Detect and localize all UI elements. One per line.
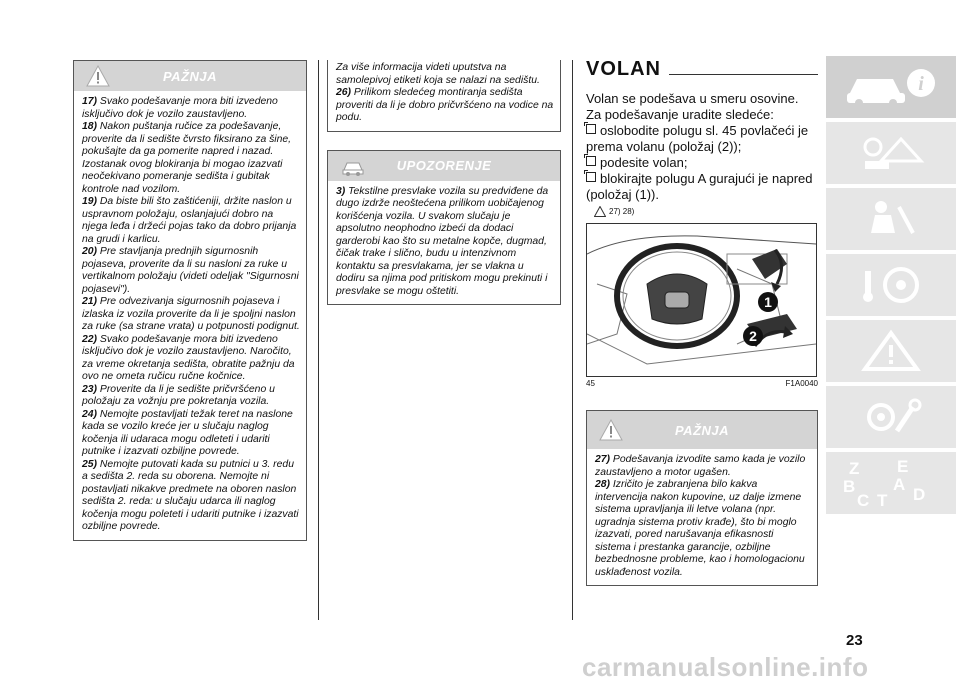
item-number: 20) [82,246,100,257]
warning-item [595,479,811,579]
caution-body [328,181,560,305]
tab-index[interactable] [826,452,956,514]
item-text: Izričito je zabranjena bilo kakva intervencija nakon kupovine, uz dalje izmene sistema upravljanja ili letve volana (npr. ugradnja sistema protiv krađe), što bi moglo izazvati, pored narušavanja efikasnosti sistema i prestanka garancije, ozbiljne bezbednosne probleme, kao i homologacionu usklađenost vozila. [595,479,805,578]
seat-airbag-icon [851,197,931,241]
warning-title-2: PAŽNJA [674,422,730,438]
warning-item [82,459,300,534]
car-caution-icon [340,155,366,177]
index-letter: B [843,477,856,496]
steering-figure [586,223,817,377]
steering-section [586,58,818,586]
tab-car-info[interactable] [826,56,956,118]
steering-key-icon [851,263,931,307]
item-text: Nemojte postavljati težak teret na naslone kada se vozilo kreće jer u slučaju naglog kočenja ili udaraca mogu odleteti i udariti putnike i izazvati ozbiljne povrede. [82,408,293,457]
index-letter: C [857,491,870,510]
column-divider [318,60,319,620]
item-text: Tekstilne presvlake vozila su predviđene da dugo izdrže neoštećena prilikom uobičajenog korišćenja vozila. U svakom slučaju je apsolutno neophodno izbeći da dodaci garderobi kao što su metalne kopče, dugmad, čičak trake i slično, budu u intenzivnom kontaktu sa presvlakama, jer se vlakna u dodiru sa njima pod pritiskom mogu prekinuti i presvlake se mogu oštetiti. [336,185,549,297]
warning-item [82,296,300,334]
item-number: 25) [82,458,100,470]
warning-item [82,96,300,121]
index-letter: E [897,457,909,476]
warning-item [336,87,554,125]
item-text: Da biste bili što zaštićeniji, držite naslon u uspravnom položaju, oslanjajući dobro na njega leđa i držeći pojas tako da dobro prijanja na grudi i karlicu. [82,196,297,245]
figure-code: F1A0040 [785,379,818,388]
item-text: Pre odvezivanja sigurnosnih pojaseva i izlaska iz vozila proverite da li je spoljni naslon za ruke (sa strane vrata) u potpunosti podignut. [82,296,300,332]
bullet-icon [586,172,596,182]
warning-triangle-icon [86,65,110,87]
warning-triangle-icon [851,329,931,373]
step-3: blokirajte polugu A gurajući je napred (položaj (1)). [586,171,813,202]
warning-continued-body [328,60,560,131]
warning-item [82,384,300,409]
warning-item [336,62,554,87]
warning-item [82,334,300,384]
item-number: 26) [336,87,354,98]
item-text: Pre stavljanja prednjih sigurnosnih pojaseva, proverite da li su nasloni za ruke u vertikalnom položaju (videti odeljak "Sigurnosni pojasevi"). [82,246,299,295]
index-letters-icon [841,457,941,509]
tab-warning-lights[interactable] [826,122,956,184]
column-divider-2 [572,60,573,620]
step-2: podesite volan; [586,155,818,171]
warning-lights-icon [851,131,931,175]
item-text: Za više informacija videti uputstva na samolepivoj etiketi koja se nalazi na sedištu. [336,62,540,86]
caution-title: UPOZORENJE [396,158,492,173]
warning-item [82,196,300,246]
page-number: 23 [846,632,863,649]
warning-header [74,61,306,91]
callout-1: 1 [764,294,772,310]
gear-wrench-icon [851,395,931,439]
warning-item [336,186,554,299]
warning-box-steering [586,410,818,586]
warning-box-seats [73,60,307,541]
index-letter: A [893,475,906,494]
index-letter: T [877,491,888,510]
warning-header-2 [587,411,817,449]
warning-item [595,454,811,479]
bullet-icon [586,156,596,166]
callout-2: 2 [749,328,757,344]
chapter-tabs [826,56,956,518]
tab-steering-key[interactable] [826,254,956,316]
warning-small-icon [594,206,606,217]
item-number: 23) [82,383,100,395]
item-number: 3) [336,185,349,197]
warning-refs: 27) 28) [609,207,635,216]
item-number: 21) [82,296,100,307]
car-info-icon [841,65,941,109]
item-text: Proverite da li je sedište pričvršćeno u položaju za vožnju pre pokretanja vozila. [82,383,275,407]
item-number: 17) [82,96,100,107]
caution-header [328,151,560,181]
intro-line-1: Volan se podešava u smeru osovine. [586,91,799,106]
figure-number: 45 [586,379,595,388]
item-number: 28) [595,479,613,490]
warning-triangle-icon [599,419,623,441]
item-text: Podešavanja izvodite samo kada je vozilo zaustavljeno a motor ugašen. [595,454,806,478]
item-text: Nakon puštanja ručice za podešavanje, proverite da li sedište čvrsto fiksirano za šine, pokušajte da ga pomerite napred i nazad. Izostanak ovog blokiranja bi mogao izazvati neočekivano pomeranje sedišta i gubitak kontrole nad vozilom. [82,121,292,195]
item-number: 24) [82,408,100,420]
bullet-icon [586,124,596,134]
item-text: Svako podešavanje mora biti izvedeno isključivo dok je vozilo zaustavljeno. [82,96,278,120]
item-text: Nemojte putovati kada su putnici u 3. redu a sedišta 2. reda su oborena. Nemojte ni postavljati nikakve predmete na oboren naslon sedišta 2. reda: u slučaju udarca ili naglog kočenja mogu poleteti i udariti putnike i izazvati ozbiljne povrede. [82,458,299,532]
item-text: Svako podešavanje mora biti izvedeno isključivo dok je vozilo zaustavljeno. Naročito, za vreme okretanja sedišta, obratite pažnju da ovo ne ometa ručicu ručne kočnice. [82,333,295,382]
warning-item [82,409,300,459]
item-text: Prilikom sledećeg montiranja sedišta proveriti da li je dobro pričvršćeno na vodice na podu. [336,87,554,123]
warning-body [74,91,306,540]
footer-watermark: carmanualsonline.info [582,652,869,682]
steering-wheel-illustration [587,224,816,376]
tab-seat-airbag[interactable] [826,188,956,250]
index-letter: Z [849,459,860,478]
tab-maintenance[interactable] [826,386,956,448]
svg-text:i: i [918,73,924,95]
warning-item [82,246,300,296]
item-number: 18) [82,121,100,132]
middle-column [327,60,561,305]
tab-emergency[interactable] [826,320,956,382]
warning-body-2 [587,449,817,585]
intro-line-2: Za podešavanje uradite sledeće: [586,107,774,122]
item-number: 22) [82,333,100,345]
item-number: 27) [595,454,613,465]
item-number: 19) [82,196,100,207]
index-letter: D [913,485,926,504]
caution-box [327,150,561,306]
section-heading: VOLAN [586,58,661,80]
warning-item [82,121,300,196]
warning-title: PAŽNJA [162,68,218,84]
step-1: oslobodite polugu sl. 45 povlačeći je prema volanu (položaj (2)); [586,123,809,154]
